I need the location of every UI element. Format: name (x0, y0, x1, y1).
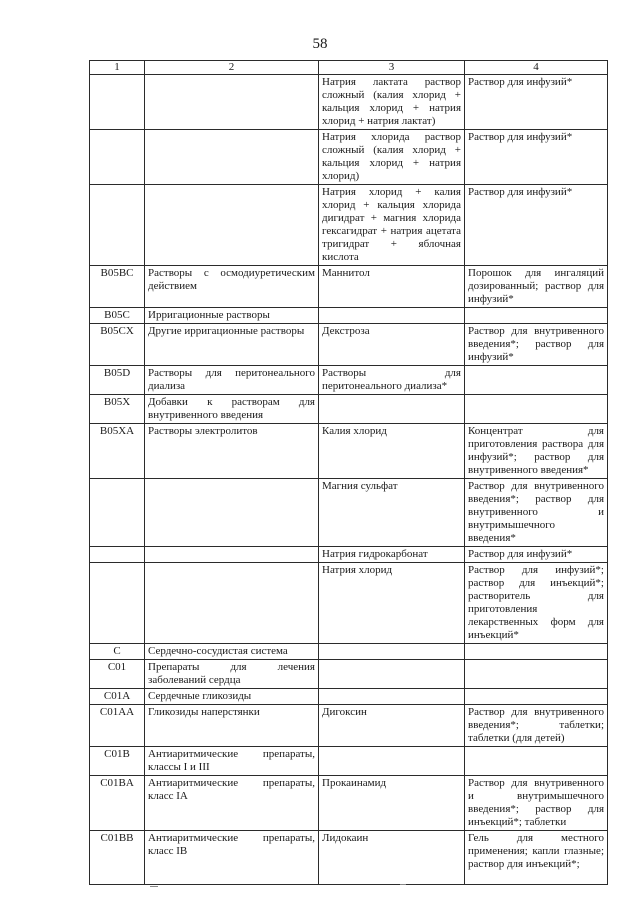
table-cell-col1: C01BA (90, 776, 145, 831)
table-row (90, 266, 608, 308)
table-row (90, 705, 608, 747)
table-cell-col4: Раствор для внутривенного введения*; раствор для внутривенного и внутримышечного введения* (465, 479, 608, 547)
table-cell-col3 (319, 308, 465, 324)
table-cell-col2: Гликозиды наперстянки (145, 705, 319, 747)
table-row (90, 366, 608, 395)
table-cell-col1: B05C (90, 308, 145, 324)
table-cell-col4 (465, 366, 608, 395)
table-cell-col1: B05BC (90, 266, 145, 308)
table-cell-col4 (465, 660, 608, 689)
table-cell-col4: Порошок для ингаляций дозированный; раствор для инфузий* (465, 266, 608, 308)
table-row (90, 547, 608, 563)
table-cell-col3: Натрия лактата раствор сложный (калия хлорид + кальция хлорид + натрия хлорид + натрия лактат) (319, 75, 465, 130)
table-cell-col1 (90, 185, 145, 266)
table-cell-col2: Антиаритмические препараты, классы I и III (145, 747, 319, 776)
table-row (90, 185, 608, 266)
table-cell-col4: Концентрат для приготовления раствора для инфузий*; раствор для внутривенного введения* (465, 424, 608, 479)
table-cell-col2 (145, 547, 319, 563)
table-cell-col3 (319, 660, 465, 689)
table-row (90, 130, 608, 185)
table-cell-col3: Натрия хлорид (319, 563, 465, 644)
page-number: 58 (312, 36, 328, 52)
table-cell-col2: Другие ирригационные растворы (145, 324, 319, 366)
scan-artifact (400, 884, 406, 885)
table-row (90, 395, 608, 424)
table-cell-col4 (465, 747, 608, 776)
table-cell-col2: Антиаритмические препараты, класс IA (145, 776, 319, 831)
table-cell-col4 (465, 308, 608, 324)
table-cell-col3: Маннитол (319, 266, 465, 308)
table-row (90, 324, 608, 366)
table-cell-col1: C01A (90, 689, 145, 705)
table-cell-col1: C01 (90, 660, 145, 689)
table-cell-col3 (319, 644, 465, 660)
table-cell-col2: Препараты для лечения заболеваний сердца (145, 660, 319, 689)
table-cell-col3 (319, 689, 465, 705)
table-cell-col1: C01B (90, 747, 145, 776)
table-cell-col2: Добавки к растворам для внутривенного введения (145, 395, 319, 424)
table-row (90, 563, 608, 644)
table-cell-col1: C01BB (90, 831, 145, 885)
table-row (90, 308, 608, 324)
table-row (90, 689, 608, 705)
table-cell-col3: Декстроза (319, 324, 465, 366)
header-cell-1: 1 (90, 61, 145, 75)
table-cell-col2: Ирригационные растворы (145, 308, 319, 324)
table-cell-col3 (319, 395, 465, 424)
table-cell-col2 (145, 479, 319, 547)
header-cell-3: 3 (319, 61, 465, 75)
table-cell-col2: Антиаритмические препараты, класс IB (145, 831, 319, 885)
table-cell-col2: Растворы с осмодиуретическим действием (145, 266, 319, 308)
table-cell-col4: Раствор для внутривенного введения*; раствор для инфузий* (465, 324, 608, 366)
table-cell-col1 (90, 479, 145, 547)
table-body (90, 61, 608, 885)
table-cell-col1 (90, 75, 145, 130)
table-cell-col1 (90, 130, 145, 185)
table-cell-col3: Натрия хлорид + калия хлорид + кальция хлорида дигидрат + магния хлорида гексагидрат + натрия ацетата тригидрат + яблочная кислота (319, 185, 465, 266)
table-cell-col2 (145, 185, 319, 266)
table-cell-col3: Магния сульфат (319, 479, 465, 547)
table-cell-col2 (145, 75, 319, 130)
table-cell-col2: Растворы электролитов (145, 424, 319, 479)
table-cell-col2 (145, 563, 319, 644)
table-cell-col1: B05X (90, 395, 145, 424)
table-cell-col4: Раствор для инфузий* (465, 75, 608, 130)
table-cell-col3: Растворы для перитонеального диализа* (319, 366, 465, 395)
table-cell-col3: Дигоксин (319, 705, 465, 747)
table-cell-col3: Натрия гидрокарбонат (319, 547, 465, 563)
table-cell-col4: Раствор для инфузий* (465, 130, 608, 185)
table-cell-col1: C01AA (90, 705, 145, 747)
table-cell-col4: Гель для местного применения; капли глазные; раствор для инъекций*; (465, 831, 608, 885)
table-row (90, 747, 608, 776)
table-cell-col1: B05XA (90, 424, 145, 479)
table-row (90, 479, 608, 547)
header-cell-4: 4 (465, 61, 608, 75)
table-cell-col4 (465, 644, 608, 660)
table-cell-col4: Раствор для внутривенного введения*; таблетки; таблетки (для детей) (465, 705, 608, 747)
table-row (90, 831, 608, 885)
table-row (90, 660, 608, 689)
table-cell-col1: C (90, 644, 145, 660)
table-cell-col4: Раствор для инфузий*; раствор для инъекций*; растворитель для приготовления лекарственных форм для инъекций* (465, 563, 608, 644)
table-cell-col3: Лидокаин (319, 831, 465, 885)
table-row (90, 644, 608, 660)
table-cell-col4 (465, 395, 608, 424)
table-cell-col2 (145, 130, 319, 185)
table-cell-col1 (90, 547, 145, 563)
table-row (90, 424, 608, 479)
table-cell-col3: Прокаинамид (319, 776, 465, 831)
table-cell-col2: Сердечно-сосудистая система (145, 644, 319, 660)
table-cell-col3 (319, 747, 465, 776)
table-cell-col4: Раствор для инфузий* (465, 547, 608, 563)
scan-artifact (150, 886, 158, 887)
table-cell-col1 (90, 563, 145, 644)
table-cell-col4: Раствор для внутривенного и внутримышечного введения*; раствор для инъекций*; таблетки (465, 776, 608, 831)
table-row (90, 75, 608, 130)
header-cell-2: 2 (145, 61, 319, 75)
table-row (90, 776, 608, 831)
table-cell-col2: Растворы для перитонеального диализа (145, 366, 319, 395)
table-cell-col2: Сердечные гликозиды (145, 689, 319, 705)
table-cell-col4 (465, 689, 608, 705)
table-cell-col3: Натрия хлорида раствор сложный (калия хлорид + кальция хлорид + натрия хлорид) (319, 130, 465, 185)
table-cell-col1: B05D (90, 366, 145, 395)
table-cell-col4: Раствор для инфузий* (465, 185, 608, 266)
table-cell-col1: B05CX (90, 324, 145, 366)
drug-table (89, 60, 608, 885)
table-cell-col3: Калия хлорид (319, 424, 465, 479)
table-header-row (90, 61, 608, 75)
